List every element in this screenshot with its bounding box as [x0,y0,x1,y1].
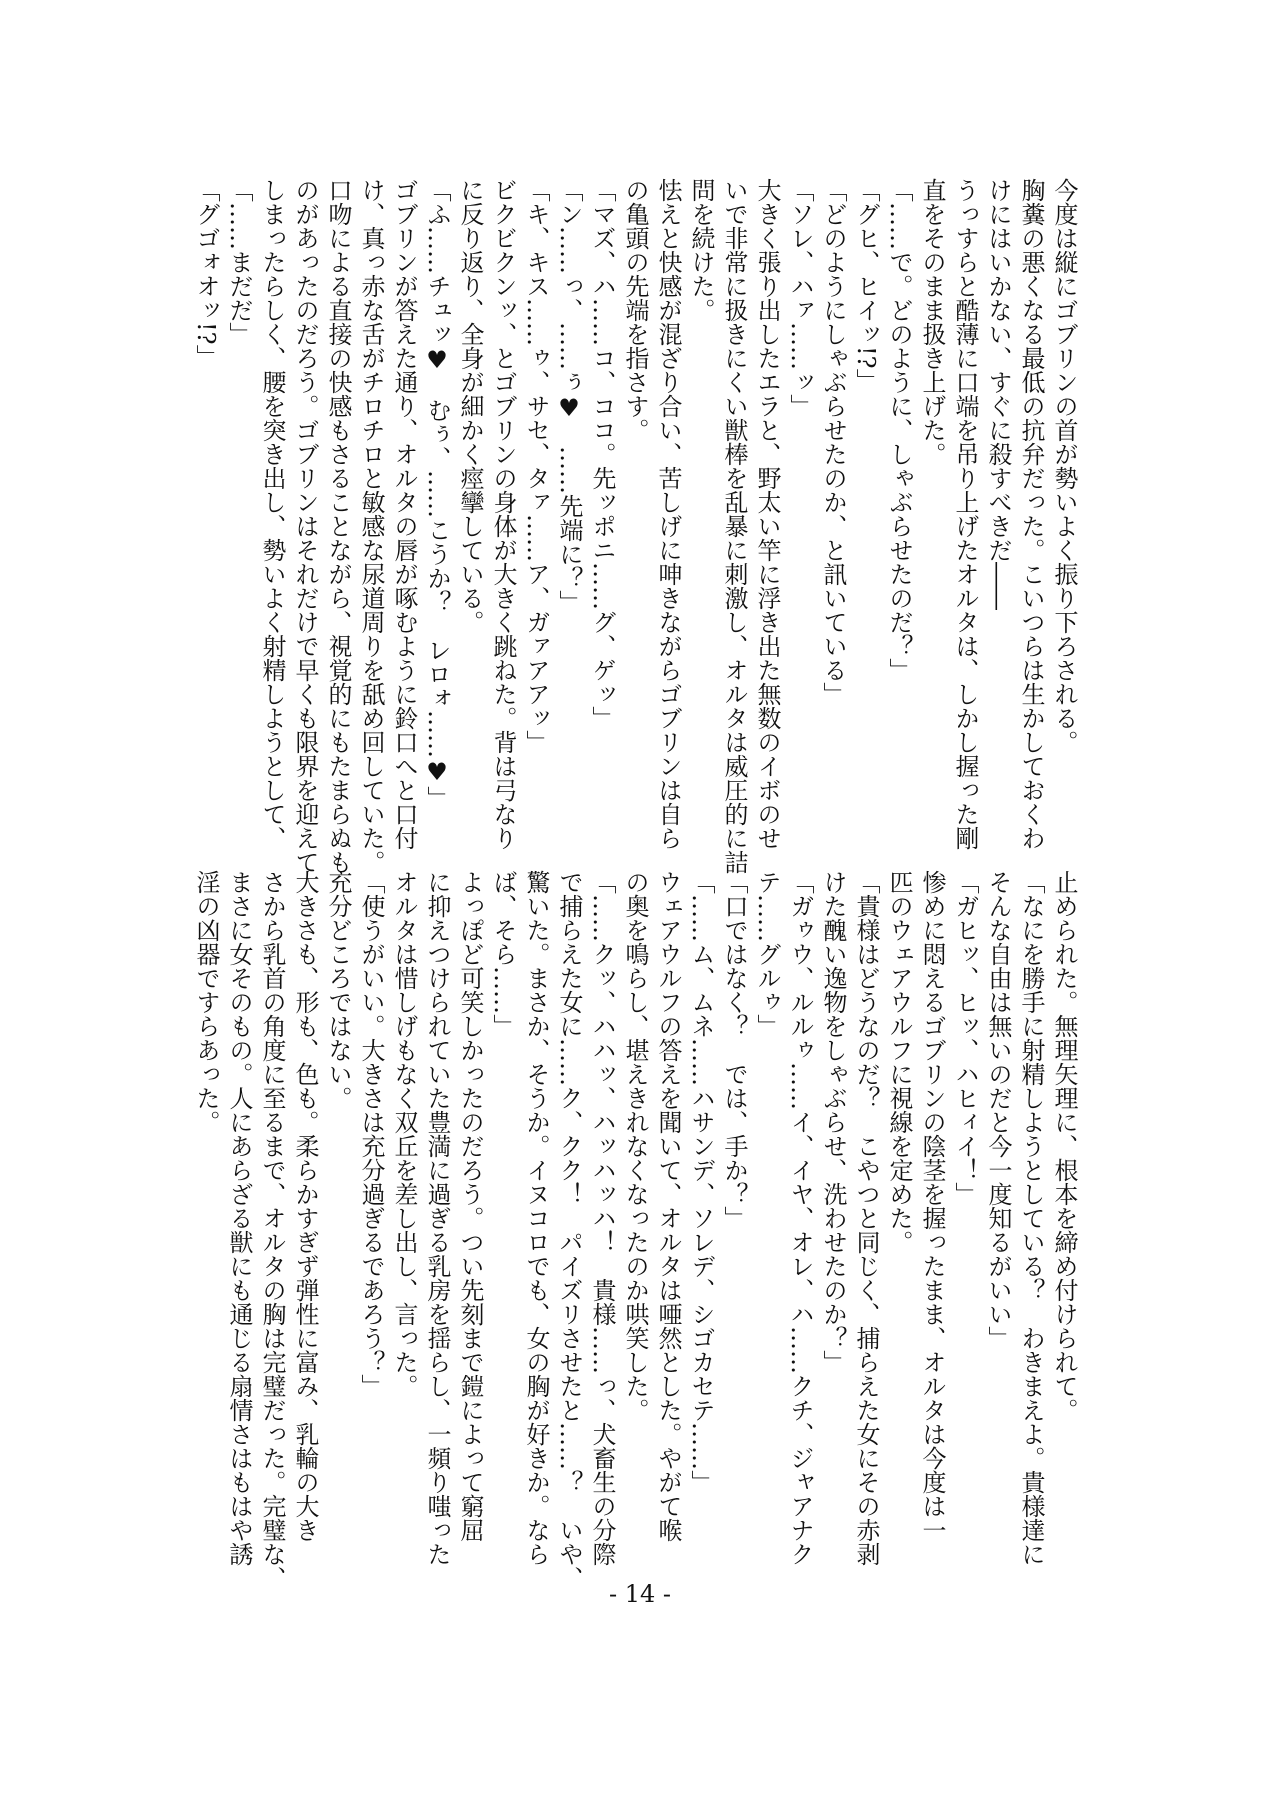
text-line: け、真っ赤な舌がチロチロと敏感な尿道周りを舐め回していた。 [357,178,385,874]
text-line: 「ガゥウ、ルルゥ……イ、イヤ、オレ、ハ……クチ、ジャアナク [786,870,814,1566]
text-line: まさに女そのもの。人にあらざる獣にも通じる扇情さはもはや誘 [225,870,253,1566]
text-line: 「貴様はどうなのだ？ こやつと同じく、捕らえた女にその赤剥 [852,870,880,1566]
text-line: 「キ、キス……ゥ、サセ、タァ……ア、ガァアアッ」 [522,178,550,754]
text-line: 「……ム、ムネ……ハサンデ、ソレデ、シゴカセテ……」 [687,870,715,1494]
text-line: 「なにを勝手に射精しようとしている？ わきまえよ。貴様達に [1017,870,1045,1566]
text-line: 「ふ……チュッ♥ むぅ、……こうか？ レロォ……♥」 [423,178,451,810]
text-line: 口吻による直接の快感もさることながら、視覚的にもたまらぬも [324,178,352,874]
text-line: いで非常に扱きにくい獣棒を乱暴に刺激し、オルタは威圧的に詰 [720,178,748,874]
page-number: - 14 - [608,1580,671,1608]
text-line: ば、そら……」 [489,870,517,1038]
text-line: 「口ではなく？ では、手か？」 [720,870,748,1230]
text-line: けにはいかない、すぐに殺すべきだ―― [984,178,1012,610]
lower-text-block [192,870,1080,1590]
text-line: 「ン……っ、……ぅ♥ ……先端に？」 [555,178,583,614]
text-line: 「……クッ、ハハッ、ハッハッハ！ 貴様……っ、犬畜生の分際 [588,870,616,1566]
text-line: 「グゴォオッ!?」 [192,178,220,369]
text-line: の奥を鳴らし、堪えきれなくなったのか哄笑した。 [621,870,649,1422]
text-line: ビクビクンッ、とゴブリンの身体が大きく跳ねた。背は弓なり [489,178,517,850]
text-line: けた醜い逸物をしゃぶらせ、洗わせたのか？」 [819,870,847,1374]
text-line: 胸糞の悪くなる最低の抗弁だった。こいつらは生かしておくわ [1017,178,1045,850]
text-line: のがあったのだろう。ゴブリンはそれだけで早くも限界を迎えて [291,178,319,874]
text-line: 怯えと快感が混ざり合い、苦しげに呻きながらゴブリンは自ら [654,178,682,850]
text-line: の亀頭の先端を指さす。 [621,178,649,442]
text-line: テ……グルゥ」 [753,870,781,1038]
text-line: 淫の凶器ですらあった。 [192,870,220,1134]
text-line: 「……で。どのように、しゃぶらせたのだ？」 [885,178,913,682]
text-line: 直をそのまま扱き上げた。 [918,178,946,466]
text-line: 大きく張り出したエラと、野太い竿に浮き出た無数のイボのせ [753,178,781,850]
upper-text-block [192,178,1080,874]
text-line: 「使うがいい。大きさは充分過ぎるであろう？」 [357,870,385,1398]
text-line: 大きさも、形も、色も。柔らかすぎず弾性に富み、乳輪の大き [291,870,319,1542]
text-line: しまったらしく、腰を突き出し、勢いよく射精しようとして、 [258,178,286,850]
text-line: オルタは惜しげもなく双丘を差し出し、言った。 [390,870,418,1398]
text-line: 「……まだだ」 [225,178,253,346]
text-line: 惨めに悶えるゴブリンの陰茎を握ったまま、オルタは今度は一 [918,870,946,1542]
text-line: 「マズ、ハ……コ、ココ。先ッポニ……グ、ゲッ」 [588,178,616,730]
text-line: 「ガヒッ、ヒッ、ハヒィイ！」 [951,870,979,1206]
text-line: 止められた。無理矢理に、根本を締め付けられて。 [1050,870,1078,1422]
text-line: 「どのようにしゃぶらせたのか、と訊いている」 [819,178,847,706]
text-line: 今度は縦にゴブリンの首が勢いよく振り下ろされる。 [1050,178,1078,754]
text-line: そんな自由は無いのだと今一度知るがいい」 [984,870,1012,1350]
text-line: で捕らえた女に……ク、クク！ パイズリさせたと……？ いや、 [555,870,583,1590]
text-line: に抑えつけられていた豊満に過ぎる乳房を揺らし、一頻り嗤った [423,870,451,1566]
text-line: 充分どころではない。 [324,870,352,1110]
text-line: ウェアウルフの答えを聞いて、オルタは唖然とした。やがて喉 [654,870,682,1542]
text-line: 問を続けた。 [687,178,715,322]
text-line: 匹のウェアウルフに視線を定めた。 [885,870,913,1254]
text-line: ゴブリンが答えた通り、オルタの唇が啄むように鈴口へと口付 [390,178,418,850]
text-line: うっすらと酷薄に口端を吊り上げたオルタは、しかし握った剛 [951,178,979,850]
text-line: 「グヒ、ヒイッ!?」 [852,178,880,393]
text-line: よっぽど可笑しかったのだろう。つい先刻まで鎧によって窮屈 [456,870,484,1542]
text-line: 驚いた。まさか、そうか。イヌコロでも、女の胸が好きか。なら [522,870,550,1566]
text-line: さから乳首の角度に至るまで、オルタの胸は完璧だった。完璧な、 [258,870,286,1590]
text-line: に反り返り、全身が細かく痙攣している。 [456,178,484,634]
text-line: 「ソレ、ハァ……ッ」 [786,178,814,418]
